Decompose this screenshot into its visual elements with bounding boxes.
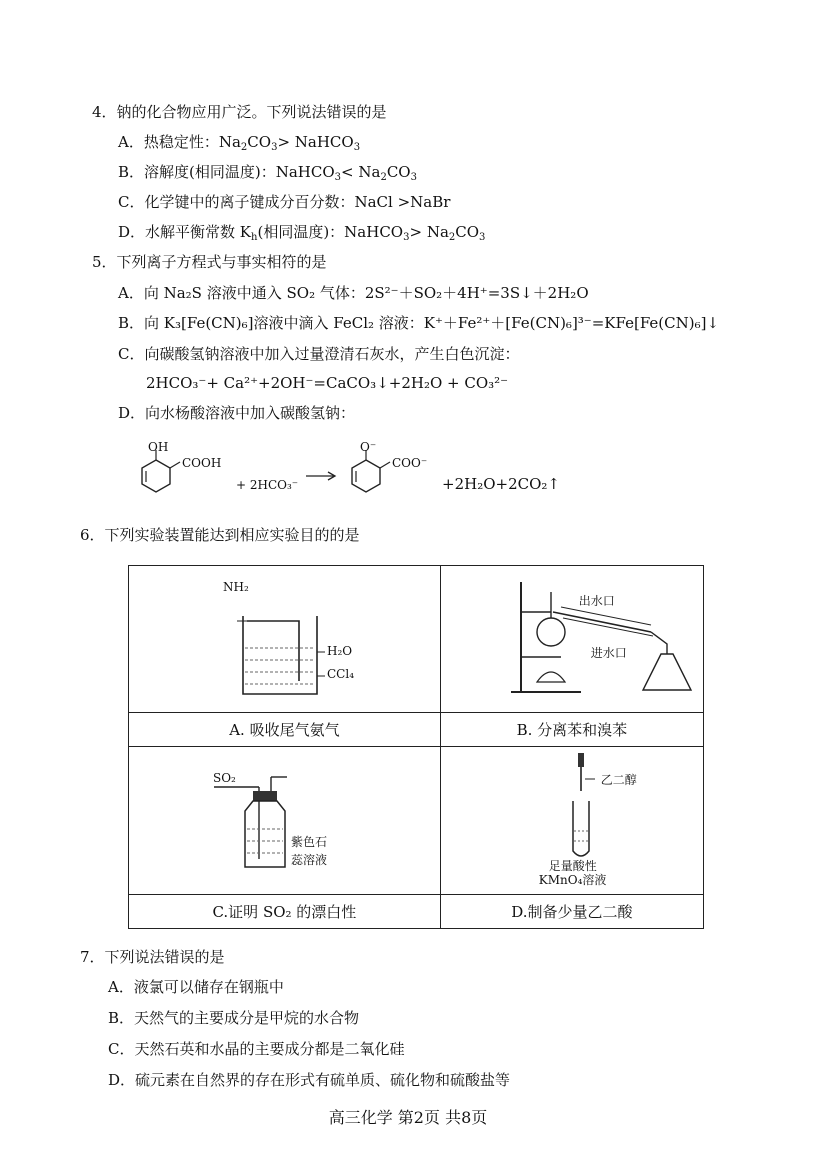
q4-stem: 4．钠的化合物应用广泛。下列说法错误的是 — [92, 103, 387, 121]
q7-option-a: A．液氯可以储存在钢瓶中 — [108, 978, 284, 996]
q7-option-d: D．硫元素在自然界的存在形式有硫单质、硫化物和硫酸盐等 — [108, 1071, 511, 1089]
q5-option-c-equation: 2HCO₃⁻+ Ca²⁺+2OH⁻=CaCO₃↓+2H₂O + CO₃²⁻ — [146, 374, 509, 392]
cell-c-caption: C.证明 SO₂ 的漂白性 — [129, 894, 441, 928]
q7-option-c: C．天然石英和水晶的主要成分都是二氧化硅 — [108, 1040, 405, 1058]
litmus-label-line2: 蕊溶液 — [291, 853, 328, 868]
q4-option-b: B．溶解度(相同温度)：NaHCO$_3$< $Na_2CO_3$ — [118, 163, 417, 183]
ethylene-glycol-label: 乙二醇 — [600, 773, 637, 788]
q5-option-a: A．向 Na₂S 溶液中通入 SO₂ 气体：2S²⁻＋SO₂＋4H⁺=3S↓＋2H₂O — [118, 284, 589, 302]
reaction-products: +2H₂O+2CO₂↑ — [442, 475, 560, 493]
q7-option-b: B．天然气的主要成分是甲烷的水合物 — [108, 1009, 360, 1027]
cell-c-diagram — [129, 747, 441, 894]
carboxylate-label: COO⁻ — [392, 456, 428, 470]
q5-option-d: D．向水杨酸溶液中加入碳酸氢钠： — [118, 404, 356, 422]
q4-option-d: D．水解平衡常数 $K_h$(相同温度)：NaHCO$_3$> $Na_2CO_3$ — [118, 223, 486, 243]
q5-option-c: C．向碳酸氢钠溶液中加入过量澄清石灰水，产生白色沉淀： — [118, 345, 520, 363]
water-inlet-label: 进水口 — [590, 646, 627, 660]
distillation-apparatus-diagram — [501, 572, 731, 702]
beaker-ammonia-diagram — [229, 576, 369, 701]
experiment-table — [128, 565, 704, 929]
q5-option-b: B．向 K₃[Fe(CN)₆]溶液中滴入 FeCl₂ 溶液：K⁺＋Fe²⁺＋[Fe(CN)₆]³⁻=KFe[Fe(CN)₆]↓ — [118, 314, 720, 332]
water-label: H₂O — [327, 644, 353, 658]
cell-d-caption: D.制备少量乙二酸 — [440, 894, 703, 928]
so2-label: SO₂ — [213, 771, 236, 786]
cooh-label: COOH — [182, 456, 222, 470]
ammonia-label: NH₂ — [223, 580, 249, 594]
q4-option-a: A．热稳定性：$Na_2CO_3>$ NaHCO$_3$ — [118, 133, 361, 153]
q4-option-c: C．化学键中的离子键成分百分数：NaCl >NaBr — [118, 193, 451, 211]
cell-d-diagram — [440, 747, 703, 894]
bicarbonate-reagent: + 2HCO₃⁻ — [236, 478, 299, 492]
salicylic-reaction-structures — [130, 430, 430, 510]
phenoxide-label: O⁻ — [360, 440, 377, 454]
cell-a-caption: A. 吸收尾气氨气 — [129, 713, 441, 747]
q5-stem: 5．下列离子方程式与事实相符的是 — [92, 253, 327, 271]
kmno4-label-line2: KMnO₄溶液 — [538, 873, 607, 888]
q6-stem: 6．下列实验装置能达到相应实验目的的是 — [80, 526, 360, 544]
page-footer: 高三化学 第2页 共8页 — [328, 1108, 488, 1127]
cell-b-diagram — [440, 566, 703, 713]
water-outlet-label: 出水口 — [578, 594, 615, 608]
q7-stem: 7．下列说法错误的是 — [80, 948, 225, 966]
litmus-label-line1: 紫色石 — [291, 835, 328, 850]
ccl4-label: CCl₄ — [327, 667, 355, 681]
cell-a-diagram — [129, 566, 441, 713]
kmno4-label-line1: 足量酸性 — [548, 859, 597, 874]
cell-b-caption: B. 分离苯和溴苯 — [440, 713, 703, 747]
oh-label: OH — [148, 440, 169, 454]
